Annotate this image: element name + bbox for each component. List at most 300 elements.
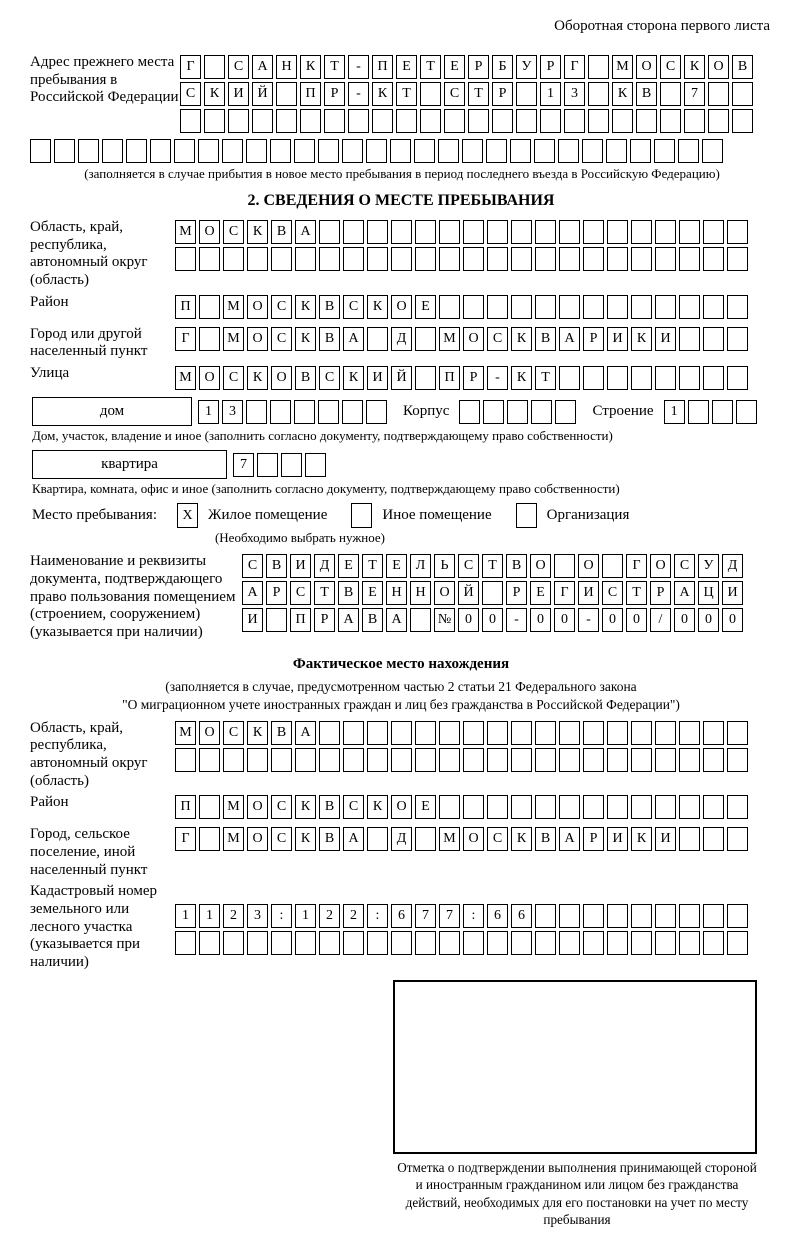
form-cell[interactable] (199, 795, 220, 819)
form-cell[interactable]: А (559, 827, 580, 851)
form-cell[interactable] (727, 247, 748, 271)
form-cell[interactable] (438, 139, 459, 163)
form-cell[interactable]: Г (564, 55, 585, 79)
form-cell[interactable] (582, 139, 603, 163)
form-cell[interactable]: О (247, 795, 268, 819)
form-cell[interactable]: О (391, 795, 412, 819)
form-cell[interactable]: Г (554, 581, 575, 605)
form-cell[interactable]: П (439, 366, 460, 390)
form-cell[interactable] (655, 748, 676, 772)
form-cell[interactable] (492, 109, 513, 133)
form-cell[interactable]: У (516, 55, 537, 79)
form-cell[interactable]: 3 (247, 904, 268, 928)
form-cell[interactable] (294, 400, 315, 424)
form-cell[interactable]: О (247, 827, 268, 851)
form-cell[interactable] (305, 453, 326, 477)
form-cell[interactable] (631, 904, 652, 928)
form-cell[interactable]: И (578, 581, 599, 605)
form-cell[interactable]: О (391, 295, 412, 319)
form-cell[interactable] (535, 748, 556, 772)
form-cell[interactable] (459, 400, 480, 424)
form-cell[interactable] (295, 931, 316, 955)
form-cell[interactable]: Т (314, 581, 335, 605)
form-cell[interactable]: № (434, 608, 455, 632)
form-cell[interactable] (678, 139, 699, 163)
form-cell[interactable] (702, 139, 723, 163)
form-cell[interactable] (319, 931, 340, 955)
form-cell[interactable] (660, 82, 681, 106)
form-cell[interactable] (342, 139, 363, 163)
form-cell[interactable] (482, 581, 503, 605)
form-cell[interactable] (583, 904, 604, 928)
form-cell[interactable] (558, 139, 579, 163)
form-cell[interactable] (199, 827, 220, 851)
form-cell[interactable]: М (223, 827, 244, 851)
form-cell[interactable] (126, 139, 147, 163)
form-cell[interactable] (679, 904, 700, 928)
form-cell[interactable]: К (295, 795, 316, 819)
form-cell[interactable] (511, 931, 532, 955)
form-cell[interactable]: С (271, 327, 292, 351)
form-cell[interactable] (271, 247, 292, 271)
form-cell[interactable] (583, 247, 604, 271)
form-cell[interactable] (410, 608, 431, 632)
form-cell[interactable]: Т (482, 554, 503, 578)
form-cell[interactable] (199, 247, 220, 271)
form-cell[interactable] (607, 721, 628, 745)
form-cell[interactable]: - (348, 55, 369, 79)
form-cell[interactable]: Й (458, 581, 479, 605)
form-cell[interactable]: А (386, 608, 407, 632)
form-cell[interactable] (391, 247, 412, 271)
form-cell[interactable] (727, 327, 748, 351)
form-cell[interactable] (631, 748, 652, 772)
form-cell[interactable] (535, 904, 556, 928)
form-cell[interactable] (727, 366, 748, 390)
form-cell[interactable] (367, 748, 388, 772)
form-cell[interactable] (271, 748, 292, 772)
form-cell[interactable] (559, 220, 580, 244)
form-cell[interactable] (415, 827, 436, 851)
form-cell[interactable] (294, 139, 315, 163)
form-cell[interactable]: 1 (540, 82, 561, 106)
form-cell[interactable]: - (578, 608, 599, 632)
form-cell[interactable]: 2 (343, 904, 364, 928)
form-cell[interactable]: О (708, 55, 729, 79)
form-cell[interactable] (727, 721, 748, 745)
form-cell[interactable] (318, 139, 339, 163)
residence-checkbox-dwelling[interactable]: X (177, 503, 198, 528)
form-cell[interactable]: И (290, 554, 311, 578)
form-cell[interactable] (319, 247, 340, 271)
form-cell[interactable]: О (636, 55, 657, 79)
form-cell[interactable]: О (247, 295, 268, 319)
form-cell[interactable] (199, 748, 220, 772)
form-cell[interactable] (175, 931, 196, 955)
form-cell[interactable] (583, 366, 604, 390)
form-cell[interactable] (54, 139, 75, 163)
form-cell[interactable]: Н (276, 55, 297, 79)
form-cell[interactable] (511, 721, 532, 745)
form-cell[interactable] (655, 904, 676, 928)
form-cell[interactable] (607, 295, 628, 319)
form-cell[interactable] (223, 247, 244, 271)
form-cell[interactable] (270, 139, 291, 163)
form-cell[interactable] (535, 721, 556, 745)
form-cell[interactable] (175, 748, 196, 772)
form-cell[interactable] (555, 400, 576, 424)
form-cell[interactable]: С (458, 554, 479, 578)
form-cell[interactable] (367, 721, 388, 745)
form-cell[interactable]: В (506, 554, 527, 578)
form-cell[interactable] (439, 295, 460, 319)
form-cell[interactable] (583, 795, 604, 819)
form-cell[interactable] (559, 366, 580, 390)
form-cell[interactable] (588, 55, 609, 79)
form-cell[interactable] (703, 721, 724, 745)
form-cell[interactable]: О (578, 554, 599, 578)
form-cell[interactable] (535, 220, 556, 244)
form-cell[interactable] (727, 748, 748, 772)
form-cell[interactable] (487, 247, 508, 271)
form-cell[interactable] (631, 795, 652, 819)
form-cell[interactable] (102, 139, 123, 163)
form-cell[interactable] (366, 400, 387, 424)
form-cell[interactable]: Д (391, 327, 412, 351)
form-cell[interactable] (367, 327, 388, 351)
form-cell[interactable]: С (319, 366, 340, 390)
form-cell[interactable]: 6 (511, 904, 532, 928)
form-cell[interactable]: В (319, 827, 340, 851)
form-cell[interactable] (276, 82, 297, 106)
residence-checkbox-organization[interactable] (516, 503, 537, 528)
form-cell[interactable] (631, 721, 652, 745)
form-cell[interactable] (439, 220, 460, 244)
form-cell[interactable] (511, 247, 532, 271)
form-cell[interactable]: А (295, 721, 316, 745)
form-cell[interactable] (655, 795, 676, 819)
form-cell[interactable]: Е (530, 581, 551, 605)
form-cell[interactable]: С (223, 366, 244, 390)
form-cell[interactable] (247, 247, 268, 271)
form-cell[interactable] (483, 400, 504, 424)
form-cell[interactable] (391, 931, 412, 955)
form-cell[interactable]: Р (463, 366, 484, 390)
form-cell[interactable]: 2 (319, 904, 340, 928)
form-cell[interactable] (631, 931, 652, 955)
form-cell[interactable] (732, 82, 753, 106)
form-cell[interactable]: М (439, 827, 460, 851)
form-cell[interactable]: 0 (674, 608, 695, 632)
form-cell[interactable]: 7 (439, 904, 460, 928)
form-cell[interactable]: А (674, 581, 695, 605)
form-cell[interactable] (486, 139, 507, 163)
form-cell[interactable] (516, 82, 537, 106)
form-cell[interactable]: Т (535, 366, 556, 390)
form-cell[interactable] (78, 139, 99, 163)
form-cell[interactable]: Е (362, 581, 383, 605)
form-cell[interactable]: 0 (698, 608, 719, 632)
form-cell[interactable] (343, 247, 364, 271)
form-cell[interactable]: Т (420, 55, 441, 79)
form-cell[interactable]: С (343, 295, 364, 319)
form-cell[interactable] (511, 795, 532, 819)
form-cell[interactable]: : (271, 904, 292, 928)
form-cell[interactable]: К (204, 82, 225, 106)
form-cell[interactable] (439, 795, 460, 819)
form-cell[interactable] (439, 748, 460, 772)
form-cell[interactable]: К (511, 366, 532, 390)
form-cell[interactable]: М (439, 327, 460, 351)
form-cell[interactable] (247, 748, 268, 772)
form-cell[interactable]: А (242, 581, 263, 605)
form-cell[interactable] (583, 295, 604, 319)
form-cell[interactable] (462, 139, 483, 163)
form-cell[interactable] (342, 400, 363, 424)
form-cell[interactable]: Е (386, 554, 407, 578)
form-cell[interactable]: Т (396, 82, 417, 106)
form-cell[interactable] (679, 931, 700, 955)
form-cell[interactable] (180, 109, 201, 133)
form-cell[interactable] (391, 721, 412, 745)
form-cell[interactable]: 1 (175, 904, 196, 928)
form-cell[interactable] (516, 109, 537, 133)
form-cell[interactable] (655, 220, 676, 244)
form-cell[interactable]: В (271, 721, 292, 745)
form-cell[interactable]: Р (314, 608, 335, 632)
form-cell[interactable]: : (367, 904, 388, 928)
form-cell[interactable] (708, 109, 729, 133)
form-cell[interactable] (295, 748, 316, 772)
form-cell[interactable]: : (463, 904, 484, 928)
form-cell[interactable]: К (295, 827, 316, 851)
form-cell[interactable]: А (252, 55, 273, 79)
form-cell[interactable] (607, 247, 628, 271)
form-cell[interactable]: С (602, 581, 623, 605)
form-cell[interactable]: М (223, 295, 244, 319)
form-cell[interactable]: 7 (684, 82, 705, 106)
form-cell[interactable] (415, 748, 436, 772)
form-cell[interactable]: Г (175, 827, 196, 851)
form-cell[interactable] (487, 795, 508, 819)
form-cell[interactable]: 3 (222, 400, 243, 424)
form-cell[interactable]: Ц (698, 581, 719, 605)
form-cell[interactable] (732, 109, 753, 133)
form-cell[interactable]: О (199, 721, 220, 745)
form-cell[interactable] (390, 139, 411, 163)
form-cell[interactable] (222, 139, 243, 163)
form-cell[interactable] (324, 109, 345, 133)
form-cell[interactable] (439, 721, 460, 745)
form-cell[interactable]: К (684, 55, 705, 79)
form-cell[interactable]: / (650, 608, 671, 632)
form-cell[interactable] (487, 931, 508, 955)
form-cell[interactable]: Г (626, 554, 647, 578)
form-cell[interactable]: С (487, 827, 508, 851)
form-cell[interactable]: И (607, 327, 628, 351)
form-cell[interactable] (247, 931, 268, 955)
form-cell[interactable] (679, 247, 700, 271)
form-cell[interactable]: П (175, 795, 196, 819)
form-cell[interactable]: С (228, 55, 249, 79)
form-cell[interactable] (444, 109, 465, 133)
form-cell[interactable]: О (463, 827, 484, 851)
form-cell[interactable]: С (660, 55, 681, 79)
form-cell[interactable] (583, 721, 604, 745)
form-cell[interactable]: К (300, 55, 321, 79)
form-cell[interactable]: И (655, 827, 676, 851)
form-cell[interactable] (679, 795, 700, 819)
form-cell[interactable]: О (530, 554, 551, 578)
form-cell[interactable]: М (223, 795, 244, 819)
form-cell[interactable] (487, 220, 508, 244)
form-cell[interactable]: 0 (722, 608, 743, 632)
form-cell[interactable] (679, 220, 700, 244)
form-cell[interactable]: А (559, 327, 580, 351)
form-cell[interactable] (703, 904, 724, 928)
form-cell[interactable]: Р (468, 55, 489, 79)
form-cell[interactable]: Р (506, 581, 527, 605)
form-cell[interactable]: С (271, 827, 292, 851)
form-cell[interactable] (655, 721, 676, 745)
form-cell[interactable]: Й (252, 82, 273, 106)
form-cell[interactable]: С (271, 795, 292, 819)
form-cell[interactable] (602, 554, 623, 578)
form-cell[interactable]: Н (410, 581, 431, 605)
form-cell[interactable] (534, 139, 555, 163)
form-cell[interactable]: Р (583, 327, 604, 351)
form-cell[interactable]: С (223, 721, 244, 745)
form-cell[interactable]: В (319, 295, 340, 319)
form-cell[interactable] (612, 109, 633, 133)
form-cell[interactable] (607, 220, 628, 244)
form-cell[interactable] (468, 109, 489, 133)
form-cell[interactable] (535, 295, 556, 319)
form-cell[interactable]: К (295, 295, 316, 319)
form-cell[interactable]: Н (386, 581, 407, 605)
form-cell[interactable] (540, 109, 561, 133)
form-cell[interactable] (564, 109, 585, 133)
form-cell[interactable] (636, 109, 657, 133)
form-cell[interactable] (415, 721, 436, 745)
form-cell[interactable] (679, 721, 700, 745)
form-cell[interactable] (415, 247, 436, 271)
form-cell[interactable]: 7 (233, 453, 254, 477)
form-cell[interactable]: 1 (664, 400, 685, 424)
form-cell[interactable] (727, 904, 748, 928)
form-cell[interactable]: И (242, 608, 263, 632)
form-cell[interactable] (679, 827, 700, 851)
form-cell[interactable]: К (367, 295, 388, 319)
form-cell[interactable] (510, 139, 531, 163)
form-cell[interactable]: Р (650, 581, 671, 605)
form-cell[interactable] (252, 109, 273, 133)
form-cell[interactable]: С (290, 581, 311, 605)
form-cell[interactable]: К (511, 327, 532, 351)
form-cell[interactable]: С (487, 327, 508, 351)
form-cell[interactable]: В (271, 220, 292, 244)
form-cell[interactable] (559, 931, 580, 955)
form-cell[interactable]: 6 (487, 904, 508, 928)
form-cell[interactable]: П (290, 608, 311, 632)
form-cell[interactable] (588, 109, 609, 133)
form-cell[interactable] (535, 931, 556, 955)
form-cell[interactable] (415, 931, 436, 955)
form-cell[interactable] (367, 220, 388, 244)
form-cell[interactable] (583, 748, 604, 772)
form-cell[interactable] (150, 139, 171, 163)
form-cell[interactable] (583, 931, 604, 955)
form-cell[interactable]: Т (324, 55, 345, 79)
form-cell[interactable]: Р (540, 55, 561, 79)
form-cell[interactable]: И (655, 327, 676, 351)
form-cell[interactable]: Л (410, 554, 431, 578)
form-cell[interactable] (703, 366, 724, 390)
form-cell[interactable]: Т (626, 581, 647, 605)
form-cell[interactable]: К (367, 795, 388, 819)
form-cell[interactable]: - (487, 366, 508, 390)
form-cell[interactable]: - (348, 82, 369, 106)
form-cell[interactable]: 0 (602, 608, 623, 632)
form-cell[interactable]: Т (468, 82, 489, 106)
form-cell[interactable] (679, 327, 700, 351)
form-cell[interactable] (204, 55, 225, 79)
form-cell[interactable] (199, 931, 220, 955)
form-cell[interactable] (295, 247, 316, 271)
form-cell[interactable] (631, 295, 652, 319)
form-cell[interactable] (655, 366, 676, 390)
form-cell[interactable]: В (636, 82, 657, 106)
form-cell[interactable]: К (247, 721, 268, 745)
form-cell[interactable]: В (319, 795, 340, 819)
form-cell[interactable]: М (175, 721, 196, 745)
form-cell[interactable] (487, 295, 508, 319)
form-cell[interactable] (607, 931, 628, 955)
form-cell[interactable] (559, 748, 580, 772)
form-cell[interactable]: П (300, 82, 321, 106)
form-cell[interactable] (631, 220, 652, 244)
form-cell[interactable]: К (247, 220, 268, 244)
form-cell[interactable]: О (434, 581, 455, 605)
form-cell[interactable]: С (444, 82, 465, 106)
form-cell[interactable] (300, 109, 321, 133)
form-cell[interactable] (463, 748, 484, 772)
form-cell[interactable] (257, 453, 278, 477)
form-cell[interactable] (559, 247, 580, 271)
form-cell[interactable]: Д (391, 827, 412, 851)
form-cell[interactable] (343, 748, 364, 772)
residence-checkbox-other-premises[interactable] (351, 503, 372, 528)
form-cell[interactable] (175, 247, 196, 271)
form-cell[interactable] (487, 721, 508, 745)
form-cell[interactable] (372, 109, 393, 133)
form-cell[interactable] (420, 82, 441, 106)
form-cell[interactable] (391, 220, 412, 244)
form-cell[interactable] (606, 139, 627, 163)
form-cell[interactable] (391, 748, 412, 772)
form-cell[interactable]: Д (314, 554, 335, 578)
form-cell[interactable]: П (372, 55, 393, 79)
form-cell[interactable]: А (295, 220, 316, 244)
form-cell[interactable] (654, 139, 675, 163)
form-cell[interactable] (736, 400, 757, 424)
form-cell[interactable]: С (242, 554, 263, 578)
form-cell[interactable]: - (506, 608, 527, 632)
form-cell[interactable]: 0 (626, 608, 647, 632)
form-cell[interactable]: Т (362, 554, 383, 578)
form-cell[interactable] (559, 795, 580, 819)
form-cell[interactable]: 1 (198, 400, 219, 424)
